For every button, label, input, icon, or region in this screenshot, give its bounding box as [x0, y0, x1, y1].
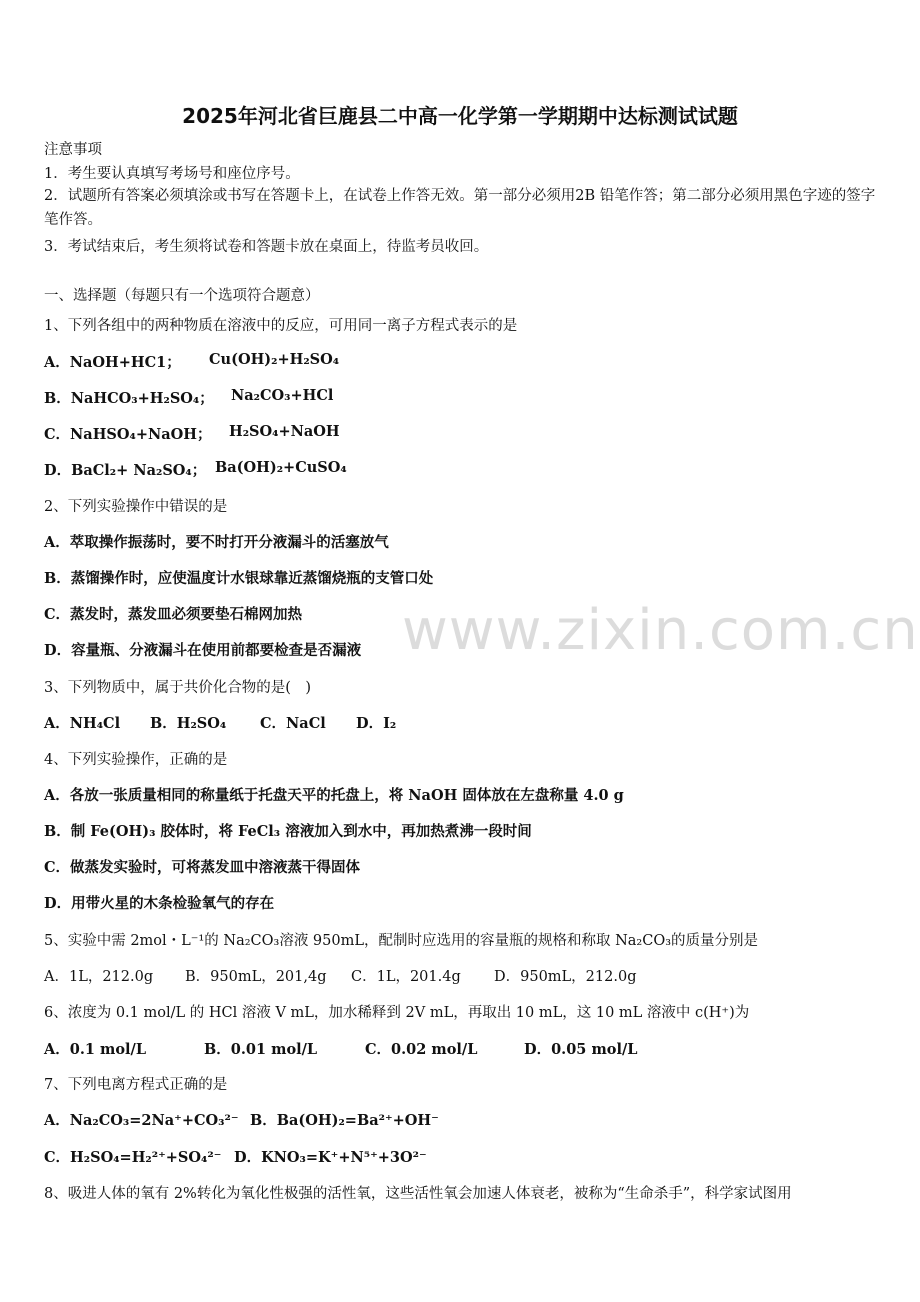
q1-option-c-left: C．NaHSO₄+NaOH；: [44, 426, 212, 443]
q3-stem: 3、下列物质中，属于共价化合物的是( ): [44, 680, 312, 696]
watermark: www.zixin.com.cn: [402, 598, 919, 663]
q1-option-a-left: A．NaOH+HC1；: [44, 354, 181, 371]
notice-item-1: 1．考生要认真填写考场号和座位序号。: [44, 166, 300, 182]
q3-option-a: A．NH₄Cl: [44, 715, 121, 732]
q5-option-b: B．950mL，201,4g: [185, 969, 327, 985]
q7-stem: 7、下列电离方程式正确的是: [44, 1077, 228, 1093]
q2-option-b: B．蒸馏操作时，应使温度计水银球靠近蒸馏烧瓶的支管口处: [44, 570, 434, 587]
q2-stem: 2、下列实验操作中错误的是: [44, 499, 228, 515]
q4-option-c: C．做蒸发实验时，可将蒸发皿中溶液蒸干得固体: [44, 859, 361, 876]
q1-option-b-right: Na₂CO₃+HCl: [231, 387, 334, 404]
q7-option-d: D．KNO₃=K⁺+N⁵⁺+3O²⁻: [234, 1149, 427, 1166]
q1-stem: 1、下列各组中的两种物质在溶液中的反应，可用同一离子方程式表示的是: [44, 318, 518, 334]
q3-option-c: C．NaCl: [260, 715, 326, 732]
q1-option-b-left: B．NaHCO₃+H₂SO₄；: [44, 390, 214, 407]
q6-option-b: B．0.01 mol/L: [204, 1041, 318, 1058]
q7-option-a: A．Na₂CO₃=2Na⁺+CO₃²⁻: [44, 1112, 239, 1129]
q4-option-b: B．制 Fe(OH)₃ 胶体时，将 FeCl₃ 溶液加入到水中，再加热煮沸一段时间: [44, 823, 532, 840]
q4-stem: 4、下列实验操作，正确的是: [44, 752, 228, 768]
q5-option-a: A．1L，212.0g: [44, 969, 154, 985]
section-heading: 一、选择题（每题只有一个选项符合题意）: [44, 288, 320, 304]
q5-option-d: D．950mL，212.0g: [494, 969, 637, 985]
q3-option-d: D．I₂: [356, 715, 397, 732]
q7-option-b: B．Ba(OH)₂=Ba²⁺+OH⁻: [250, 1112, 439, 1129]
q1-option-d-left: D．BaCl₂+ Na₂SO₄；: [44, 462, 207, 479]
q1-option-c-right: H₂SO₄+NaOH: [229, 423, 340, 440]
q2-option-a: A．萃取操作振荡时，要不时打开分液漏斗的活塞放气: [44, 534, 389, 551]
q2-option-d: D．容量瓶、分液漏斗在使用前都要检查是否漏液: [44, 642, 362, 659]
q6-option-a: A．0.1 mol/L: [44, 1041, 147, 1058]
notice-item-2: 2．试题所有答案必须填涂或书写在答题卡上，在试卷上作答无效。第一部分必须用2B 铅笔作答；第二部分必须用黑色字迹的签字笔作答。: [44, 188, 876, 228]
q7-option-c: C．H₂SO₄=H₂²⁺+SO₄²⁻: [44, 1149, 222, 1166]
q6-option-c: C．0.02 mol/L: [365, 1041, 478, 1058]
q5-option-c: C．1L，201.4g: [351, 969, 461, 985]
q6-stem: 6、浓度为 0.1 mol/L 的 HCl 溶液 V mL，加水稀释到 2V mL，再取出 10 mL，这 10 mL 溶液中 c(H⁺)为: [44, 1005, 750, 1021]
notice-heading: 注意事项: [44, 142, 102, 158]
q8-stem: 8、吸进人体的氧有 2%转化为氧化性极强的活性氧，这些活性氧会加速人体衰老，被称为“生命杀手”，科学家试图用: [44, 1186, 792, 1202]
notice-item-3: 3．考试结束后，考生须将试卷和答题卡放在桌面上，待监考员收回。: [44, 239, 489, 255]
q2-option-c: C．蒸发时，蒸发皿必须要垫石棉网加热: [44, 606, 303, 623]
exam-title: 2025年河北省巨鹿县二中高一化学第一学期期中达标测试试题: [182, 104, 738, 128]
q4-option-a: A．各放一张质量相同的称量纸于托盘天平的托盘上，将 NaOH 固体放在左盘称量 4.0 g: [44, 787, 624, 804]
q1-option-a-right: Cu(OH)₂+H₂SO₄: [209, 351, 340, 368]
q4-option-d: D．用带火星的木条检验氧气的存在: [44, 895, 275, 912]
q1-option-d-right: Ba(OH)₂+CuSO₄: [215, 459, 347, 476]
q3-option-b: B．H₂SO₄: [150, 715, 227, 732]
q5-stem: 5、实验中需 2mol・L⁻¹的 Na₂CO₃溶液 950mL，配制时应选用的容量瓶的规格和称取 Na₂CO₃的质量分别是: [44, 933, 759, 949]
q6-option-d: D．0.05 mol/L: [524, 1041, 638, 1058]
